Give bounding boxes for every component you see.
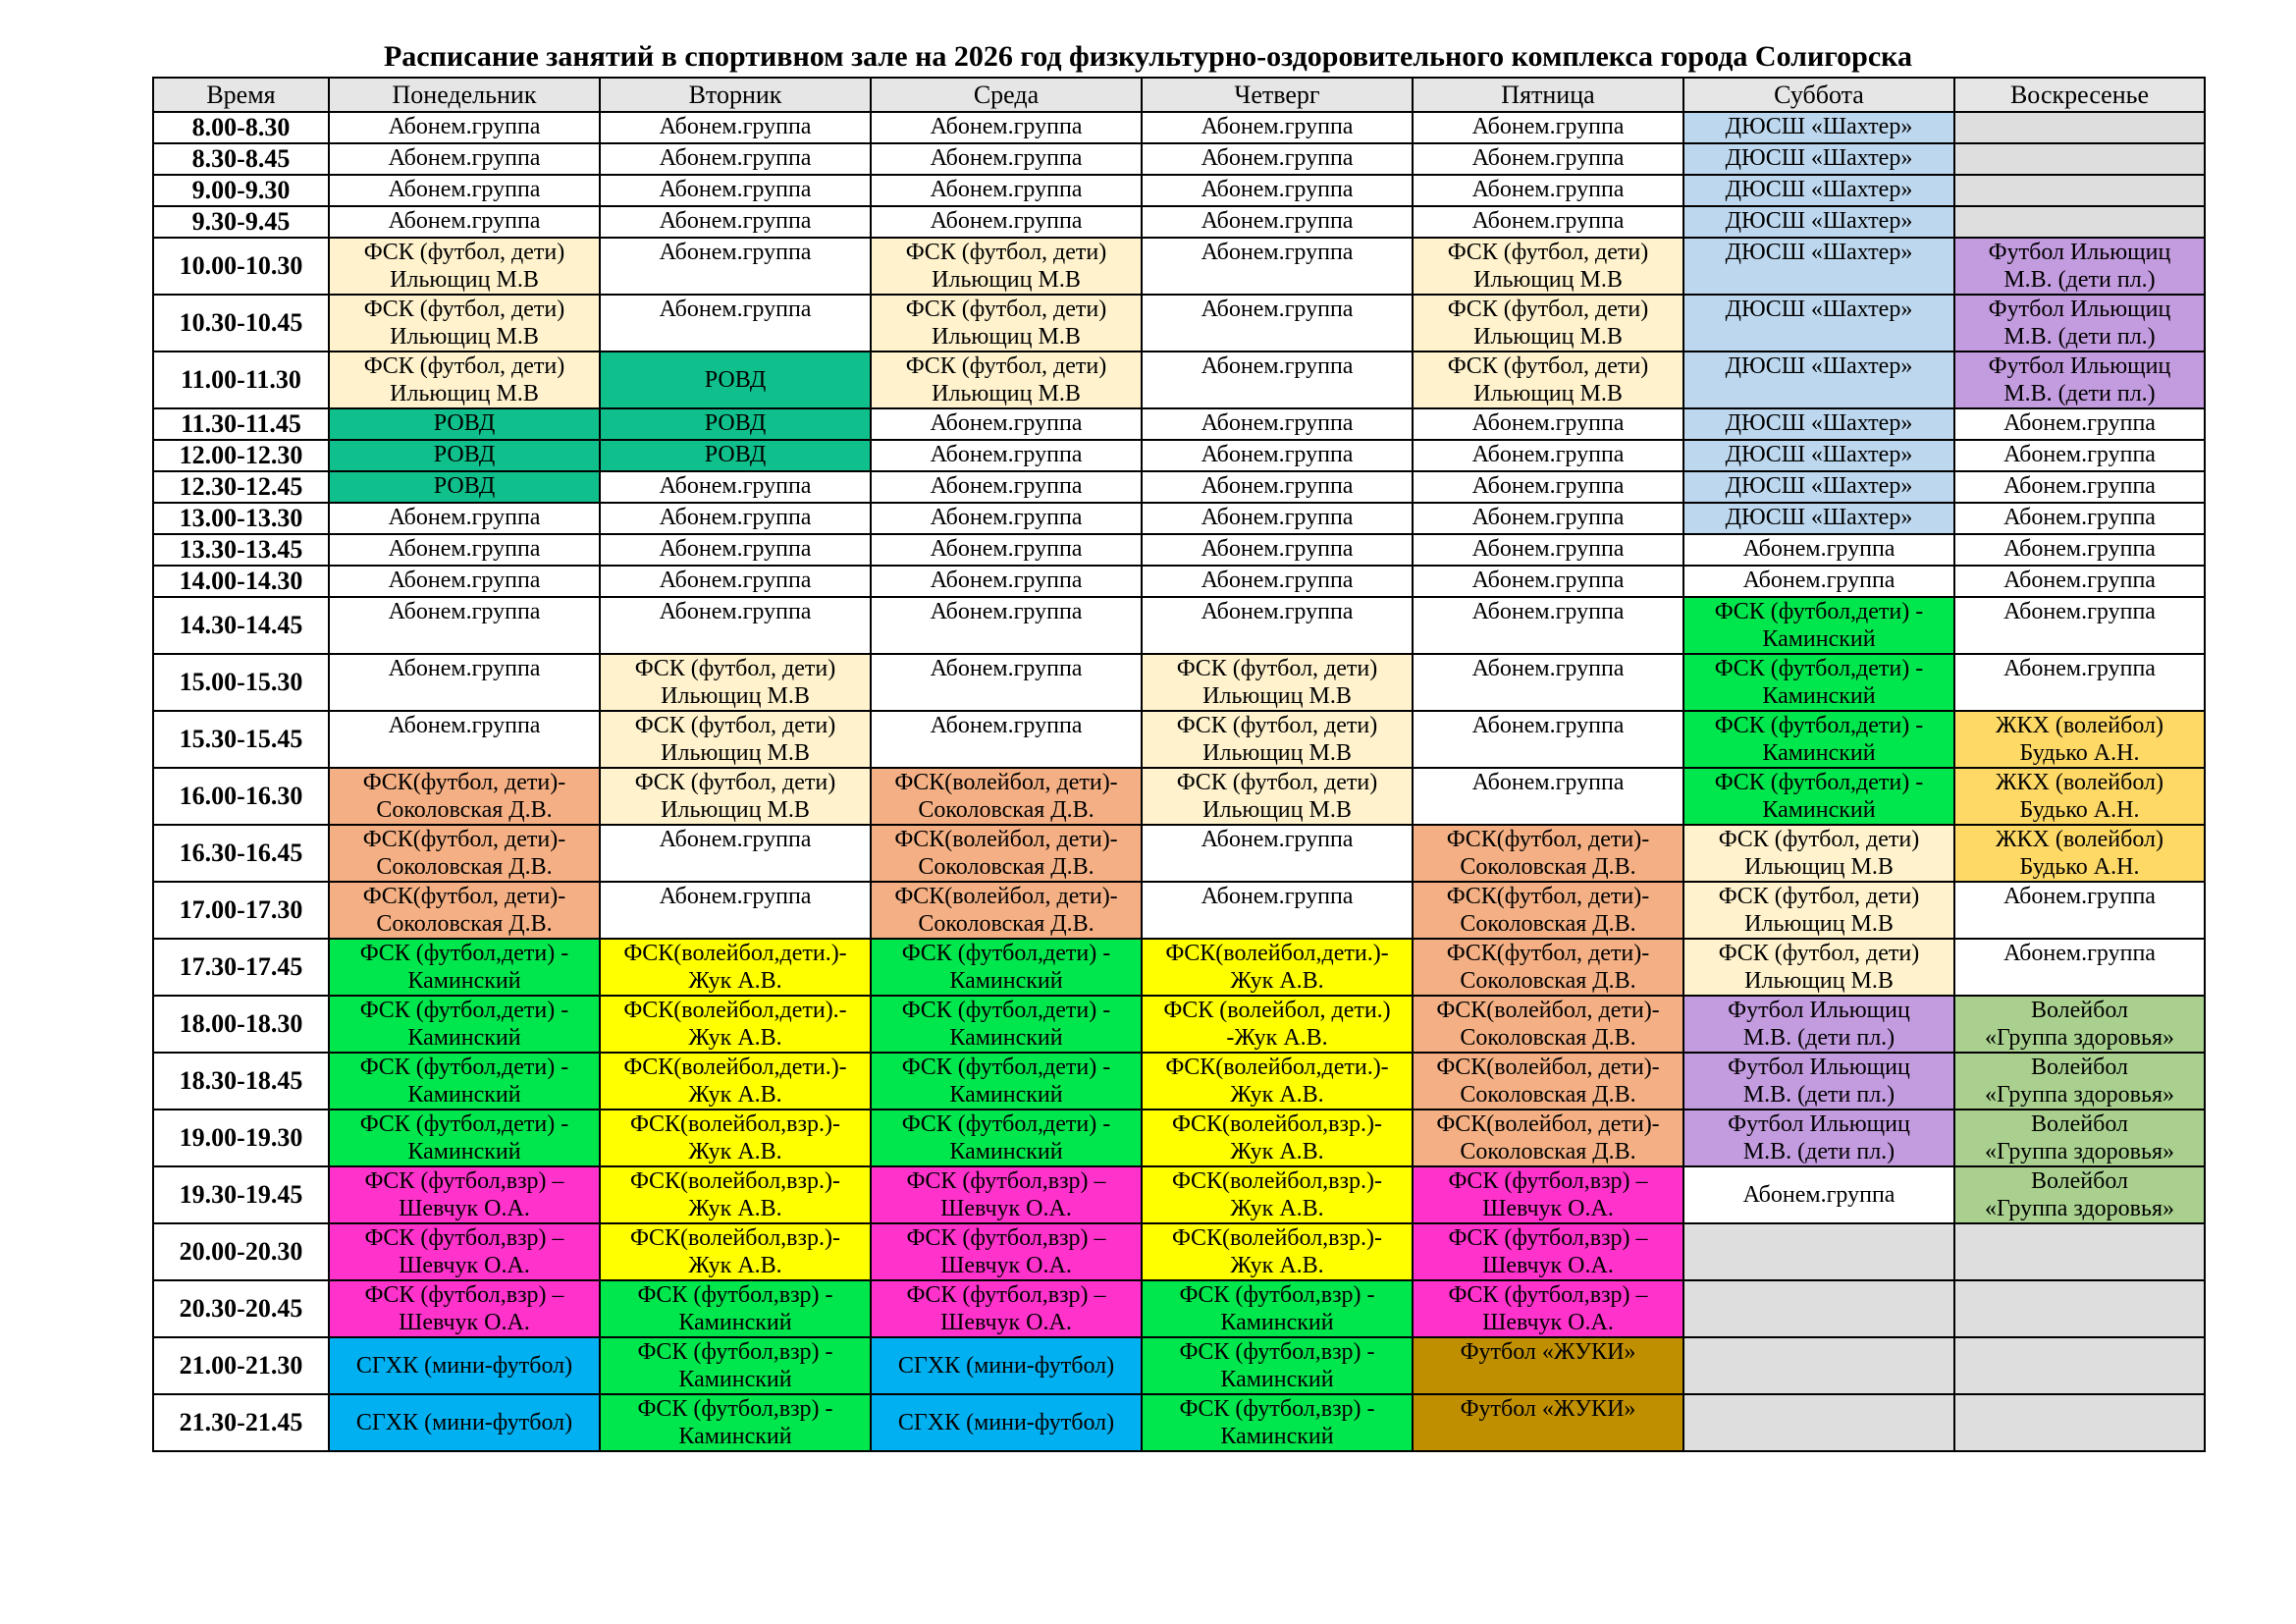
schedule-cell-friday: ФСК(футбол, дети)- Соколовская Д.В. (1413, 825, 1683, 882)
schedule-cell-tuesday: ФСК (футбол,взр) - Каминский (600, 1394, 871, 1451)
schedule-cell-tuesday: ФСК (футбол, дети) Ильющиц М.В (600, 768, 871, 825)
schedule-cell-sunday (1954, 206, 2205, 238)
schedule-cell-friday: Абонем.группа (1413, 768, 1683, 825)
schedule-cell-tuesday: Абонем.группа (600, 175, 871, 206)
table-row (153, 352, 2205, 408)
schedule-cell-saturday: ДЮСШ «Шахтер» (1683, 112, 1954, 143)
schedule-cell-thursday: ФСК (футбол, дети) Ильющиц М.В (1142, 654, 1413, 711)
schedule-cell-wednesday: ФСК (футбол,взр) – Шевчук О.А. (871, 1280, 1142, 1337)
schedule-cell-thursday: Абонем.группа (1142, 566, 1413, 597)
schedule-cell-wednesday: Абонем.группа (871, 206, 1142, 238)
time-slot: 16.00-16.30 (153, 768, 329, 825)
schedule-cell-friday: Абонем.группа (1413, 206, 1683, 238)
schedule-cell-friday: ФСК(волейбол, дети)- Соколовская Д.В. (1413, 996, 1683, 1053)
table-row (153, 1337, 2205, 1394)
table-row (153, 1166, 2205, 1223)
schedule-cell-saturday (1683, 1394, 1954, 1451)
table-row (153, 440, 2205, 471)
time-slot: 12.00-12.30 (153, 440, 329, 471)
schedule-cell-tuesday: ФСК(волейбол,дети.)- Жук А.В. (600, 1053, 871, 1110)
schedule-cell-thursday: Абонем.группа (1142, 534, 1413, 566)
schedule-cell-wednesday: ФСК(волейбол, дети)- Соколовская Д.В. (871, 825, 1142, 882)
schedule-cell-sunday: ЖКХ (волейбол) Будько А.Н. (1954, 825, 2205, 882)
schedule-cell-monday: СГХК (мини-футбол) (329, 1337, 600, 1394)
time-slot: 10.30-10.45 (153, 295, 329, 352)
table-row (153, 1110, 2205, 1166)
schedule-cell-friday: Абонем.группа (1413, 408, 1683, 440)
schedule-cell-thursday: Абонем.группа (1142, 597, 1413, 654)
schedule-cell-tuesday: ФСК(волейбол,дети).- Жук А.В. (600, 996, 871, 1053)
schedule-cell-tuesday: Абонем.группа (600, 295, 871, 352)
schedule-cell-sunday: Абонем.группа (1954, 566, 2205, 597)
schedule-cell-monday: ФСК (футбол,дети) - Каминский (329, 939, 600, 996)
schedule-cell-friday: Абонем.группа (1413, 503, 1683, 534)
time-slot: 16.30-16.45 (153, 825, 329, 882)
header-wednesday: Среда (871, 78, 1142, 112)
schedule-cell-sunday: Абонем.группа (1954, 597, 2205, 654)
schedule-cell-tuesday: ФСК (футбол,взр) - Каминский (600, 1337, 871, 1394)
schedule-cell-wednesday: ФСК (футбол, дети) Ильющиц М.В (871, 352, 1142, 408)
schedule-cell-wednesday: Абонем.группа (871, 566, 1142, 597)
schedule-cell-saturday: ДЮСШ «Шахтер» (1683, 440, 1954, 471)
time-slot: 12.30-12.45 (153, 471, 329, 503)
schedule-cell-sunday (1954, 1280, 2205, 1337)
page-title: Расписание занятий в спортивном зале на 2026 год физкультурно-оздоровительного комплекса города Солигорска (383, 40, 1912, 73)
schedule-cell-saturday: ДЮСШ «Шахтер» (1683, 503, 1954, 534)
schedule-cell-thursday: Абонем.группа (1142, 238, 1413, 295)
schedule-cell-thursday: ФСК (футбол, дети) Ильющиц М.В (1142, 768, 1413, 825)
schedule-cell-thursday: Абонем.группа (1142, 352, 1413, 408)
schedule-cell-monday: Абонем.группа (329, 206, 600, 238)
time-slot: 20.00-20.30 (153, 1223, 329, 1280)
header-monday: Понедельник (329, 78, 600, 112)
schedule-cell-sunday: Абонем.группа (1954, 471, 2205, 503)
schedule-cell-monday: Абонем.группа (329, 175, 600, 206)
schedule-cell-sunday: Футбол Ильющиц М.В. (дети пл.) (1954, 238, 2205, 295)
time-slot: 17.00-17.30 (153, 882, 329, 939)
schedule-cell-monday: ФСК(футбол, дети)- Соколовская Д.В. (329, 768, 600, 825)
schedule-cell-friday: ФСК(волейбол, дети)- Соколовская Д.В. (1413, 1053, 1683, 1110)
schedule-cell-monday: ФСК (футбол,взр) – Шевчук О.А. (329, 1223, 600, 1280)
schedule-cell-tuesday: Абонем.группа (600, 534, 871, 566)
time-slot: 20.30-20.45 (153, 1280, 329, 1337)
schedule-cell-friday: ФСК (футбол, дети) Ильющиц М.В (1413, 295, 1683, 352)
schedule-cell-friday: Абонем.группа (1413, 440, 1683, 471)
table-row (153, 566, 2205, 597)
schedule-cell-sunday: ЖКХ (волейбол) Будько А.Н. (1954, 768, 2205, 825)
schedule-cell-tuesday: Абонем.группа (600, 238, 871, 295)
schedule-cell-sunday (1954, 1223, 2205, 1280)
schedule-cell-wednesday: Абонем.группа (871, 711, 1142, 768)
schedule-cell-sunday: Волейбол «Группа здоровья» (1954, 996, 2205, 1053)
schedule-cell-thursday: Абонем.группа (1142, 143, 1413, 175)
schedule-cell-monday: ФСК (футбол, дети) Ильющиц М.В (329, 352, 600, 408)
table-row (153, 597, 2205, 654)
schedule-cell-thursday: ФСК (футбол, дети) Ильющиц М.В (1142, 711, 1413, 768)
schedule-cell-saturday (1683, 1223, 1954, 1280)
schedule-cell-friday: ФСК(волейбол, дети)- Соколовская Д.В. (1413, 1110, 1683, 1166)
schedule-cell-friday: Абонем.группа (1413, 175, 1683, 206)
schedule-cell-monday: Абонем.группа (329, 534, 600, 566)
time-slot: 19.00-19.30 (153, 1110, 329, 1166)
schedule-cell-tuesday: Абонем.группа (600, 825, 871, 882)
table-row (153, 711, 2205, 768)
schedule-cell-friday: ФСК (футбол, дети) Ильющиц М.В (1413, 352, 1683, 408)
schedule-cell-wednesday: СГХК (мини-футбол) (871, 1394, 1142, 1451)
schedule-cell-sunday: Волейбол «Группа здоровья» (1954, 1110, 2205, 1166)
schedule-cell-wednesday: ФСК(волейбол, дети)- Соколовская Д.В. (871, 768, 1142, 825)
schedule-cell-monday: Абонем.группа (329, 112, 600, 143)
schedule-cell-tuesday: ФСК(волейбол,взр.)- Жук А.В. (600, 1110, 871, 1166)
time-slot: 8.30-8.45 (153, 143, 329, 175)
schedule-cell-friday: Футбол «ЖУКИ» (1413, 1337, 1683, 1394)
schedule-cell-sunday: Волейбол «Группа здоровья» (1954, 1166, 2205, 1223)
schedule-cell-tuesday: Абонем.группа (600, 566, 871, 597)
schedule-cell-wednesday: ФСК (футбол,взр) – Шевчук О.А. (871, 1166, 1142, 1223)
time-slot: 10.00-10.30 (153, 238, 329, 295)
schedule-cell-wednesday: Абонем.группа (871, 471, 1142, 503)
schedule-cell-thursday: Абонем.группа (1142, 295, 1413, 352)
header-time: Время (153, 78, 329, 112)
schedule-cell-wednesday: ФСК (футбол, дети) Ильющиц М.В (871, 238, 1142, 295)
schedule-cell-wednesday: СГХК (мини-футбол) (871, 1337, 1142, 1394)
schedule-cell-friday: Абонем.группа (1413, 654, 1683, 711)
schedule-cell-thursday: ФСК (футбол,взр) - Каминский (1142, 1337, 1413, 1394)
schedule-cell-saturday: ФСК (футбол,дети) - Каминский (1683, 654, 1954, 711)
schedule-cell-thursday: Абонем.группа (1142, 175, 1413, 206)
schedule-cell-wednesday: Абонем.группа (871, 503, 1142, 534)
schedule-cell-thursday: ФСК (футбол,взр) - Каминский (1142, 1394, 1413, 1451)
schedule-cell-wednesday: Абонем.группа (871, 597, 1142, 654)
schedule-cell-sunday: Абонем.группа (1954, 408, 2205, 440)
schedule-cell-saturday: Абонем.группа (1683, 1166, 1954, 1223)
table-row (153, 175, 2205, 206)
schedule-cell-saturday: ДЮСШ «Шахтер» (1683, 295, 1954, 352)
time-slot: 21.00-21.30 (153, 1337, 329, 1394)
header-saturday: Суббота (1683, 78, 1954, 112)
schedule-cell-monday: ФСК (футбол, дети) Ильющиц М.В (329, 295, 600, 352)
schedule-cell-sunday (1954, 1394, 2205, 1451)
schedule-cell-monday: ФСК (футбол,дети) - Каминский (329, 996, 600, 1053)
schedule-cell-saturday: ДЮСШ «Шахтер» (1683, 352, 1954, 408)
schedule-cell-saturday: ДЮСШ «Шахтер» (1683, 408, 1954, 440)
schedule-cell-saturday (1683, 1280, 1954, 1337)
time-slot: 19.30-19.45 (153, 1166, 329, 1223)
time-slot: 15.00-15.30 (153, 654, 329, 711)
schedule-cell-saturday: Абонем.группа (1683, 534, 1954, 566)
table-row (153, 143, 2205, 175)
schedule-cell-sunday: Абонем.группа (1954, 534, 2205, 566)
time-slot: 9.30-9.45 (153, 206, 329, 238)
schedule-cell-tuesday: ФСК (футбол, дети) Ильющиц М.В (600, 654, 871, 711)
schedule-cell-tuesday: Абонем.группа (600, 112, 871, 143)
header-sunday: Воскресенье (1954, 78, 2205, 112)
schedule-cell-thursday: Абонем.группа (1142, 471, 1413, 503)
schedule-cell-thursday: ФСК(волейбол,взр.)- Жук А.В. (1142, 1223, 1413, 1280)
schedule-cell-friday: ФСК(футбол, дети)- Соколовская Д.В. (1413, 882, 1683, 939)
schedule-cell-tuesday: РОВД (600, 408, 871, 440)
schedule-cell-monday: Абонем.группа (329, 566, 600, 597)
time-slot: 13.00-13.30 (153, 503, 329, 534)
table-row (153, 112, 2205, 143)
table-row (153, 1223, 2205, 1280)
time-slot: 11.00-11.30 (153, 352, 329, 408)
time-slot: 18.30-18.45 (153, 1053, 329, 1110)
schedule-cell-wednesday: ФСК (футбол,дети) - Каминский (871, 1053, 1142, 1110)
schedule-cell-wednesday: Абонем.группа (871, 143, 1142, 175)
table-row (153, 295, 2205, 352)
schedule-cell-friday: ФСК (футбол,взр) – Шевчук О.А. (1413, 1166, 1683, 1223)
schedule-cell-thursday: ФСК(волейбол,дети.)- Жук А.В. (1142, 1053, 1413, 1110)
schedule-cell-sunday: Волейбол «Группа здоровья» (1954, 1053, 2205, 1110)
schedule-cell-monday: ФСК (футбол,дети) - Каминский (329, 1110, 600, 1166)
table-row (153, 503, 2205, 534)
schedule-cell-friday: Абонем.группа (1413, 534, 1683, 566)
schedule-cell-tuesday: ФСК(волейбол,дети.)- Жук А.В. (600, 939, 871, 996)
schedule-cell-sunday (1954, 1337, 2205, 1394)
schedule-cell-monday: РОВД (329, 408, 600, 440)
schedule-cell-tuesday: Абонем.группа (600, 471, 871, 503)
schedule-cell-thursday: Абонем.группа (1142, 408, 1413, 440)
schedule-cell-saturday: Футбол Ильющиц М.В. (дети пл.) (1683, 1110, 1954, 1166)
schedule-cell-friday: Абонем.группа (1413, 471, 1683, 503)
schedule-cell-thursday: Абонем.группа (1142, 503, 1413, 534)
table-row (153, 238, 2205, 295)
schedule-cell-sunday: Абонем.группа (1954, 882, 2205, 939)
schedule-cell-saturday: Абонем.группа (1683, 566, 1954, 597)
schedule-cell-friday: Абонем.группа (1413, 112, 1683, 143)
schedule-cell-monday: РОВД (329, 471, 600, 503)
schedule-cell-saturday: ФСК (футбол,дети) - Каминский (1683, 597, 1954, 654)
schedule-cell-saturday: ФСК (футбол, дети) Ильющиц М.В (1683, 939, 1954, 996)
schedule-cell-wednesday: ФСК(волейбол, дети)- Соколовская Д.В. (871, 882, 1142, 939)
schedule-cell-friday: ФСК (футбол,взр) – Шевчук О.А. (1413, 1223, 1683, 1280)
schedule-cell-friday: Абонем.группа (1413, 566, 1683, 597)
schedule-cell-friday: ФСК(футбол, дети)- Соколовская Д.В. (1413, 939, 1683, 996)
schedule-cell-friday: Абонем.группа (1413, 711, 1683, 768)
schedule-cell-monday: Абонем.группа (329, 654, 600, 711)
schedule-cell-sunday: Футбол Ильющиц М.В. (дети пл.) (1954, 295, 2205, 352)
table-row (153, 1280, 2205, 1337)
schedule-cell-saturday: ФСК (футбол,дети) - Каминский (1683, 711, 1954, 768)
schedule-cell-wednesday: Абонем.группа (871, 175, 1142, 206)
schedule-cell-thursday: ФСК (волейбол, дети.) -Жук А.В. (1142, 996, 1413, 1053)
schedule-cell-monday: РОВД (329, 440, 600, 471)
schedule-cell-tuesday: РОВД (600, 352, 871, 408)
schedule-cell-sunday: Футбол Ильющиц М.В. (дети пл.) (1954, 352, 2205, 408)
schedule-cell-sunday: ЖКХ (волейбол) Будько А.Н. (1954, 711, 2205, 768)
schedule-cell-thursday: ФСК (футбол,взр) - Каминский (1142, 1280, 1413, 1337)
time-slot: 11.30-11.45 (153, 408, 329, 440)
schedule-cell-saturday: Футбол Ильющиц М.В. (дети пл.) (1683, 996, 1954, 1053)
schedule-cell-thursday: Абонем.группа (1142, 440, 1413, 471)
table-row (153, 939, 2205, 996)
schedule-cell-tuesday: РОВД (600, 440, 871, 471)
schedule-cell-wednesday: Абонем.группа (871, 654, 1142, 711)
schedule-cell-sunday: Абонем.группа (1954, 503, 2205, 534)
schedule-cell-thursday: Абонем.группа (1142, 112, 1413, 143)
schedule-cell-friday: ФСК (футбол, дети) Ильющиц М.В (1413, 238, 1683, 295)
schedule-cell-monday: Абонем.группа (329, 711, 600, 768)
schedule-cell-saturday: ДЮСШ «Шахтер» (1683, 206, 1954, 238)
table-row (153, 1053, 2205, 1110)
schedule-cell-monday: Абонем.группа (329, 143, 600, 175)
schedule-cell-saturday (1683, 1337, 1954, 1394)
time-slot: 8.00-8.30 (153, 112, 329, 143)
schedule-cell-thursday: Абонем.группа (1142, 825, 1413, 882)
schedule-cell-wednesday: ФСК (футбол,дети) - Каминский (871, 996, 1142, 1053)
schedule-cell-wednesday: Абонем.группа (871, 440, 1142, 471)
schedule-cell-wednesday: ФСК (футбол,дети) - Каминский (871, 1110, 1142, 1166)
table-row (153, 471, 2205, 503)
schedule-cell-thursday: ФСК(волейбол,дети.)- Жук А.В. (1142, 939, 1413, 996)
schedule-cell-wednesday: ФСК (футбол,взр) – Шевчук О.А. (871, 1223, 1142, 1280)
time-slot: 13.30-13.45 (153, 534, 329, 566)
schedule-cell-friday: Абонем.группа (1413, 143, 1683, 175)
schedule-cell-wednesday: ФСК (футбол,дети) - Каминский (871, 939, 1142, 996)
schedule-cell-friday: ФСК (футбол,взр) – Шевчук О.А. (1413, 1280, 1683, 1337)
schedule-cell-tuesday: Абонем.группа (600, 597, 871, 654)
table-row (153, 206, 2205, 238)
schedule-cell-sunday: Абонем.группа (1954, 939, 2205, 996)
schedule-cell-saturday: Футбол Ильющиц М.В. (дети пл.) (1683, 1053, 1954, 1110)
schedule-cell-monday: ФСК (футбол,взр) – Шевчук О.А. (329, 1280, 600, 1337)
schedule-cell-saturday: ДЮСШ «Шахтер» (1683, 471, 1954, 503)
header-tuesday: Вторник (600, 78, 871, 112)
time-slot: 18.00-18.30 (153, 996, 329, 1053)
schedule-cell-sunday (1954, 175, 2205, 206)
table-row (153, 768, 2205, 825)
schedule-cell-saturday: ФСК (футбол,дети) - Каминский (1683, 768, 1954, 825)
schedule-cell-monday: ФСК (футбол, дети) Ильющиц М.В (329, 238, 600, 295)
schedule-cell-tuesday: Абонем.группа (600, 882, 871, 939)
schedule-cell-friday: Футбол «ЖУКИ» (1413, 1394, 1683, 1451)
schedule-cell-saturday: ФСК (футбол, дети) Ильющиц М.В (1683, 825, 1954, 882)
time-slot: 14.00-14.30 (153, 566, 329, 597)
time-slot: 17.30-17.45 (153, 939, 329, 996)
table-row (153, 825, 2205, 882)
time-slot: 15.30-15.45 (153, 711, 329, 768)
time-slot: 9.00-9.30 (153, 175, 329, 206)
schedule-cell-monday: ФСК(футбол, дети)- Соколовская Д.В. (329, 882, 600, 939)
schedule-table (152, 77, 2206, 1452)
table-row (153, 882, 2205, 939)
header-thursday: Четверг (1142, 78, 1413, 112)
schedule-cell-saturday: ДЮСШ «Шахтер» (1683, 238, 1954, 295)
schedule-body (153, 112, 2205, 1451)
table-row (153, 534, 2205, 566)
table-row (153, 1394, 2205, 1451)
schedule-cell-monday: ФСК(футбол, дети)- Соколовская Д.В. (329, 825, 600, 882)
schedule-cell-wednesday: Абонем.группа (871, 408, 1142, 440)
schedule-cell-sunday: Абонем.группа (1954, 654, 2205, 711)
schedule-cell-saturday: ДЮСШ «Шахтер» (1683, 143, 1954, 175)
schedule-cell-thursday: ФСК(волейбол,взр.)- Жук А.В. (1142, 1110, 1413, 1166)
table-row (153, 408, 2205, 440)
schedule-cell-sunday: Абонем.группа (1954, 440, 2205, 471)
schedule-cell-sunday (1954, 143, 2205, 175)
header-friday: Пятница (1413, 78, 1683, 112)
schedule-cell-tuesday: ФСК (футбол,взр) - Каминский (600, 1280, 871, 1337)
time-slot: 21.30-21.45 (153, 1394, 329, 1451)
schedule-cell-saturday: ДЮСШ «Шахтер» (1683, 175, 1954, 206)
schedule-cell-wednesday: ФСК (футбол, дети) Ильющиц М.В (871, 295, 1142, 352)
schedule-cell-tuesday: Абонем.группа (600, 143, 871, 175)
schedule-cell-thursday: ФСК(волейбол,взр.)- Жук А.В. (1142, 1166, 1413, 1223)
schedule-cell-wednesday: Абонем.группа (871, 112, 1142, 143)
schedule-cell-tuesday: ФСК (футбол, дети) Ильющиц М.В (600, 711, 871, 768)
schedule-cell-monday: ФСК (футбол,взр) – Шевчук О.А. (329, 1166, 600, 1223)
schedule-cell-tuesday: ФСК(волейбол,взр.)- Жук А.В. (600, 1166, 871, 1223)
table-row (153, 996, 2205, 1053)
schedule-cell-saturday: ФСК (футбол, дети) Ильющиц М.В (1683, 882, 1954, 939)
schedule-cell-monday: Абонем.группа (329, 597, 600, 654)
schedule-cell-monday: Абонем.группа (329, 503, 600, 534)
schedule-cell-wednesday: Абонем.группа (871, 534, 1142, 566)
schedule-cell-tuesday: ФСК(волейбол,взр.)- Жук А.В. (600, 1223, 871, 1280)
schedule-cell-friday: Абонем.группа (1413, 597, 1683, 654)
schedule-cell-monday: СГХК (мини-футбол) (329, 1394, 600, 1451)
schedule-cell-tuesday: Абонем.группа (600, 503, 871, 534)
schedule-cell-sunday (1954, 112, 2205, 143)
schedule-cell-thursday: Абонем.группа (1142, 882, 1413, 939)
schedule-cell-monday: ФСК (футбол,дети) - Каминский (329, 1053, 600, 1110)
schedule-cell-thursday: Абонем.группа (1142, 206, 1413, 238)
schedule-cell-tuesday: Абонем.группа (600, 206, 871, 238)
header-row (153, 78, 2205, 112)
table-row (153, 654, 2205, 711)
time-slot: 14.30-14.45 (153, 597, 329, 654)
